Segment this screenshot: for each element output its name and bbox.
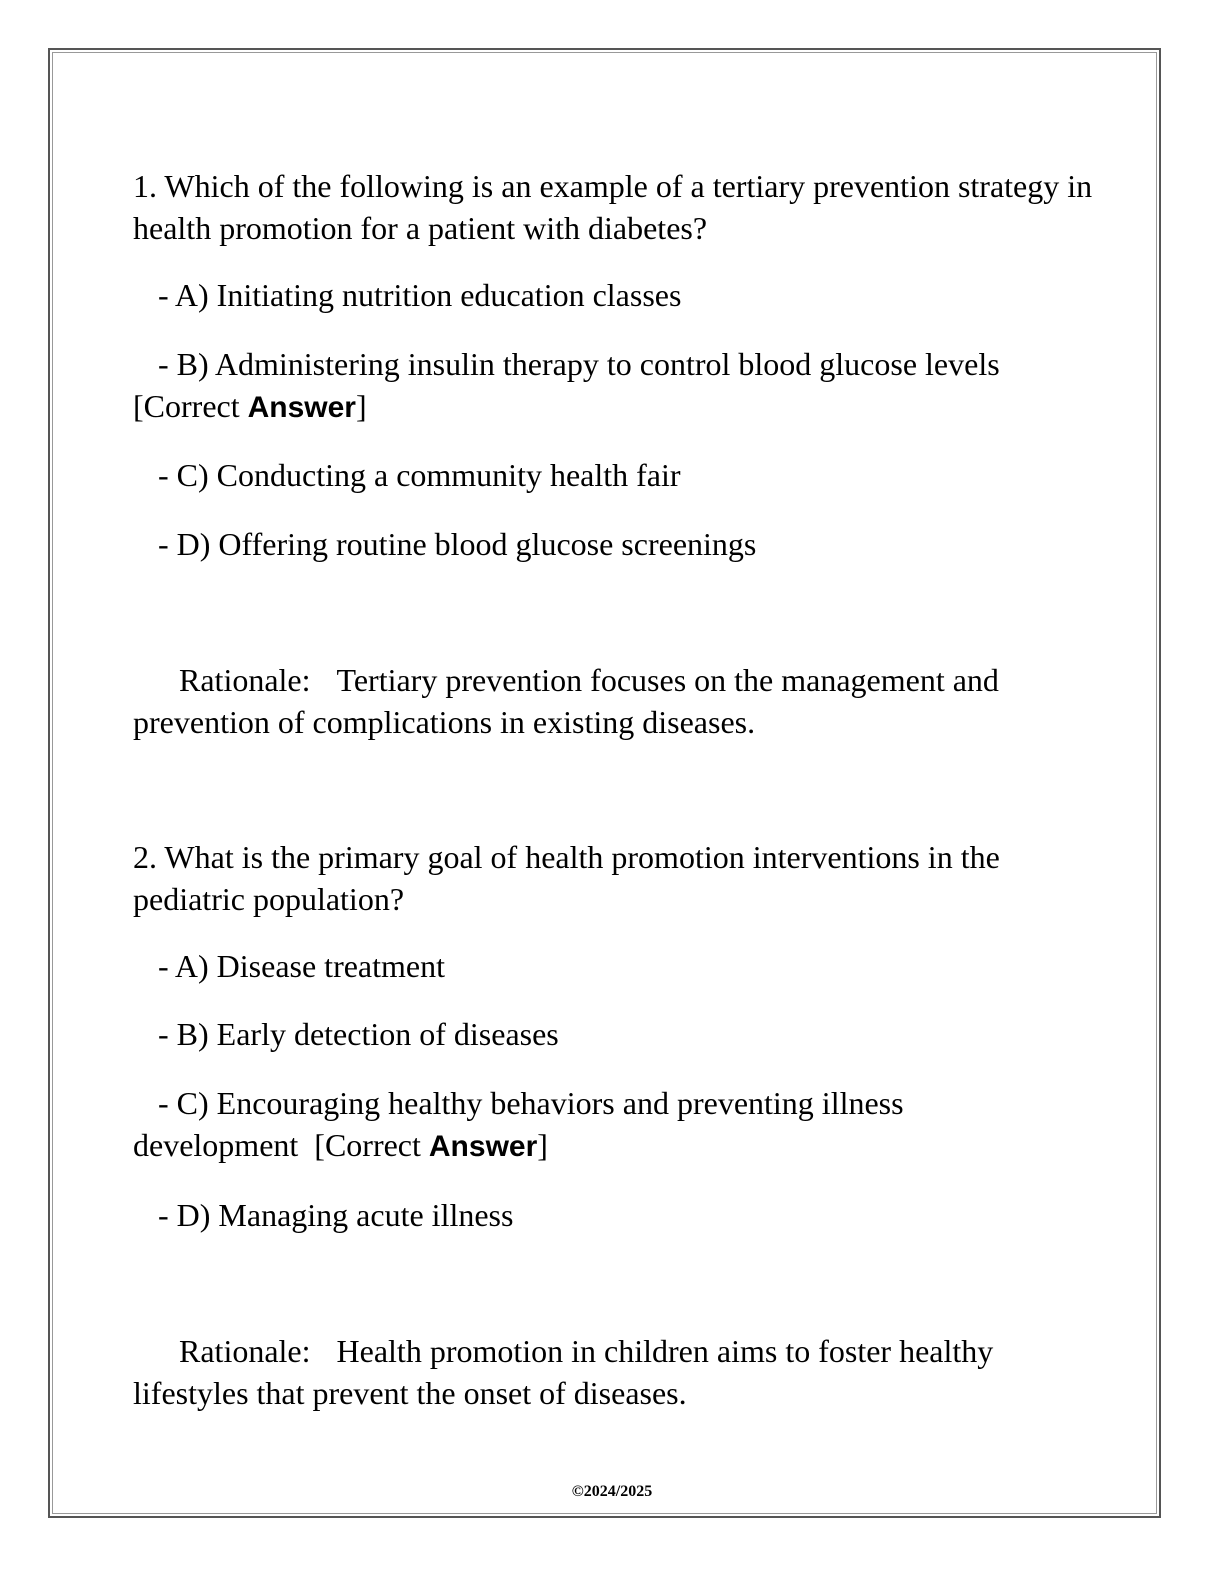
page-border [48,48,1161,1518]
question-2-text: What is the primary goal of health promotion interventions in the pediatric population? [133,839,1000,917]
question-2-option-d [133,1194,1093,1236]
question-1-option-c [133,454,1093,496]
question-1-text: Which of the following is an example of a tertiary prevention strategy in health promotion for a patient with diabetes? [133,168,1093,246]
rationale-text: Health promotion in children aims to foster healthy lifestyles that prevent the onset of diseases. [133,1333,994,1411]
correct-marker-word: Answer [428,1130,538,1163]
copyright-footer: ©2024/2025 [571,1483,653,1500]
question-2-number: 2. [133,839,157,875]
correct-marker-close: ] [537,1127,548,1163]
question-2-option-c [133,1082,1093,1168]
rationale-label: Rationale: [179,662,311,698]
question-2-rationale [133,1330,1093,1414]
question-1-option-b [133,343,1093,429]
question-1 [133,165,1093,249]
option-text: - C) Conducting a community health fair [158,457,681,493]
question-2-option-b [133,1013,1093,1055]
rationale-text: Tertiary prevention focuses on the management and prevention of complications in existing diseases. [133,662,999,740]
option-text: - D) Offering routine blood glucose screenings [158,526,757,562]
question-2-option-a [133,945,1093,987]
question-1-option-a [133,274,1093,316]
question-2 [133,836,1093,920]
question-1-number: 1. [133,168,157,204]
option-text: - B) Early detection of diseases [158,1016,559,1052]
option-text: - A) Disease treatment [158,948,445,984]
option-text: - A) Initiating nutrition education classes [158,277,682,313]
question-1-option-d [133,523,1093,565]
correct-marker-open: [Correct [314,1127,429,1163]
option-text: - D) Managing acute illness [158,1197,514,1233]
rationale-label: Rationale: [179,1333,311,1369]
option-text: - B) Administering insulin therapy to control blood glucose levels [158,346,1000,382]
correct-marker-open: [Correct [133,388,248,424]
correct-marker-word: Answer [247,391,356,424]
correct-marker-close: ] [355,388,367,424]
question-1-rationale [133,659,1093,743]
option-text: - C) Encouraging healthy behaviors and preventing illness development [133,1085,904,1163]
